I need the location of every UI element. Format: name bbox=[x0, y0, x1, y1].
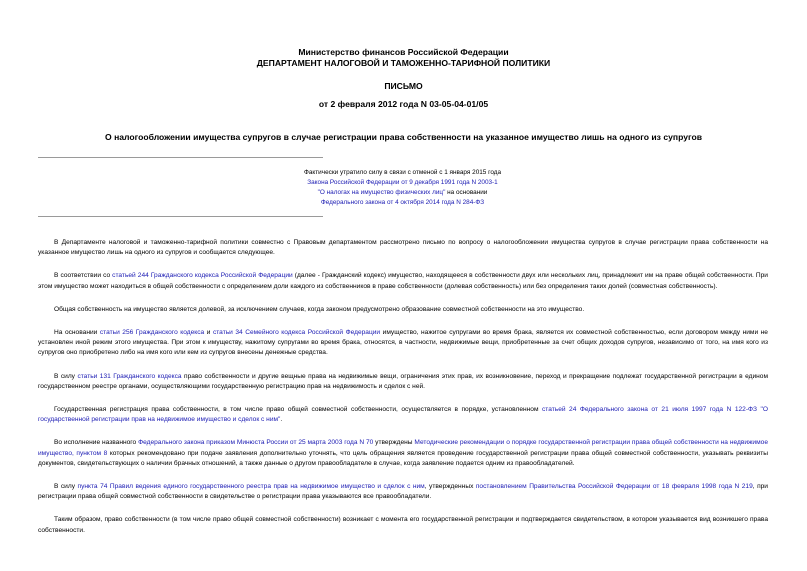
department-name: ДЕПАРТАМЕНТ НАЛОГОВОЙ И ТАМОЖЕННО-ТАРИФНОЙ ПОЛИТИКИ bbox=[256, 57, 551, 68]
paragraph-1: В Департаменте налоговой и таможенно-тарифной политики совместно с Правовым департаментом рассмотрено письмо по вопросу о налогообложении имущества супругов в случае регистрации права собственности на указанное имущество лишь на одного из супругов и сообщается следующее. bbox=[38, 239, 768, 257]
paragraph-3: Общая собственность на имущество является долевой, за исключением случаев, когда законом предусмотрено образование совместной собственности на это имущество. bbox=[54, 305, 585, 313]
link-minjust-order-70[interactable]: Федерального закона приказом Минюста России от 25 марта 2003 года N 70 bbox=[138, 439, 374, 447]
ministry-name: Министерство финансов Российской Федерации bbox=[298, 47, 509, 57]
law-title-link[interactable]: "О налогах на имущество физических лиц" bbox=[317, 189, 446, 196]
separator-bottom bbox=[38, 216, 323, 217]
link-civil-code-art-244[interactable]: статьей 244 Гражданского кодекса Российской Федерации bbox=[112, 272, 293, 280]
paragraph-5: В силу статьи 131 Гражданского кодекса право собственности и другие вещные права на недвижимые вещи, ограничения этих прав, их возникновение, переход и прекращение подлежат государственной регистрации в едином государственном реестре органами, осуществляющими государственную регистрацию прав на недвижимость и сделок с ней. bbox=[38, 372, 768, 390]
letter-body bbox=[38, 238, 768, 549]
link-civil-code-art-256[interactable]: статьи 256 Гражданского кодекса bbox=[99, 329, 205, 337]
paragraph-8: В силу пункта 74 Правил ведения единого государственного реестра прав на недвижимое имущество и сделок с ним, утвержденных постановлением Правительства Российской Федерации от 18 февраля 1998 года N 219, при регистрации права общей совместной собственности в свидетельстве о регистрации права указываются все правообладатели. bbox=[38, 483, 768, 501]
link-civil-code-art-131[interactable]: статьи 131 Гражданского кодекса bbox=[77, 372, 182, 380]
document-date-number: от 2 февраля 2012 года N 03-05-04-01/05 bbox=[318, 99, 489, 109]
link-registry-rules-p74[interactable]: пункта 74 Правил ведения единого государственного реестра прав на недвижимое имущество и сделок с ним bbox=[77, 483, 425, 491]
validity-note-text: Фактически утратило силу в связи с отменой с 1 января 2015 года bbox=[303, 169, 502, 176]
document-type: ПИСЬМО bbox=[384, 81, 423, 91]
paragraph-7: Во исполнение названного Федерального закона приказом Минюста России от 25 марта 2003 года N 70 утверждены Методические рекомендации о порядке государственной регистрации права общей собственности на недвижимое имущество, пунктом 8 которых рекомендовано при подаче заявления дополнительно уточнять, что цель обращения является проведение государственной регистрации права общей совместной собственности, указывать реквизиты документов, свидетельствующих о наличии брачных отношений, а также данные о другом правообладателе в случае, когда заявление подается одним из правообладателей. bbox=[38, 439, 768, 467]
link-government-decree-219[interactable]: постановлением Правительства Российской Федерации от 18 февраля 1998 года N 219 bbox=[475, 483, 753, 491]
validity-note-text-2: на основании bbox=[445, 189, 488, 196]
link-federal-law-122-fz[interactable]: статьей 24 Федерального закона от 21 июля 1997 года N 122-ФЗ "О государственной регистрации прав на недвижимое имущество и сделок с ним" bbox=[38, 406, 768, 424]
separator-top bbox=[38, 157, 323, 158]
paragraph-6: Государственная регистрация права собственности, в том числе право общей совместной собственности, осуществляется в порядке, установленном статьей 24 Федерального закона от 21 июля 1997 года N 122-ФЗ "О государственной регистрации прав на недвижимое имущество и сделок с ним". bbox=[38, 406, 768, 424]
validity-note bbox=[260, 168, 545, 208]
paragraph-4: На основании статьи 256 Гражданского кодекса и статьи 34 Семейного кодекса Российской Федерации имущество, нажитое супругами во время брака, является их совместной собственностью, если договором между ними не установлен иной режим этого имущества. При этом к имуществу, нажитому супругами во время брака, относятся, в частности, недвижимые вещи, приобретенные за счет общих доходов супругов, независимо от того, на имя кого из супругов оно приобретено либо на имя кого или кем из супругов внесены денежные средства. bbox=[38, 329, 768, 357]
document-subject: О налогообложении имущества супругов в случае регистрации права собственности на указанное имущество лишь на одного из супругов bbox=[105, 132, 702, 142]
law-link-284-fz[interactable]: Федерального закона от 4 октября 2014 года N 284-ФЗ bbox=[320, 199, 485, 206]
letter-header bbox=[0, 47, 807, 68]
paragraph-2: В соответствии со статьей 244 Гражданского кодекса Российской Федерации (далее - Гражданский кодекс) имущество, находящееся в собственности двух или нескольких лиц, принадлежит им на праве общей собственности. При этом имущество может находиться в общей собственности с определением доли каждого из собственников в праве собственности (долевая собственность) или без определения таких долей (совместная собственность). bbox=[38, 272, 768, 290]
link-methodical-recommendations[interactable]: Методические рекомендации о порядке государственной регистрации права общей собственности на недвижимое имущество, пунктом 8 bbox=[38, 439, 768, 457]
link-family-code-art-34[interactable]: статьи 34 Семейного кодекса Российской Федерации bbox=[212, 329, 381, 337]
law-link-2003-1[interactable]: Закона Российской Федерации от 9 декабря 1991 года N 2003-1 bbox=[307, 179, 498, 186]
paragraph-9: Таким образом, право собственности (в том числе право общей совместной собственности) возникает с момента его государственной регистрации и подтверждается свидетельством, в котором указывается вид возникшего права собственности. bbox=[38, 516, 768, 534]
